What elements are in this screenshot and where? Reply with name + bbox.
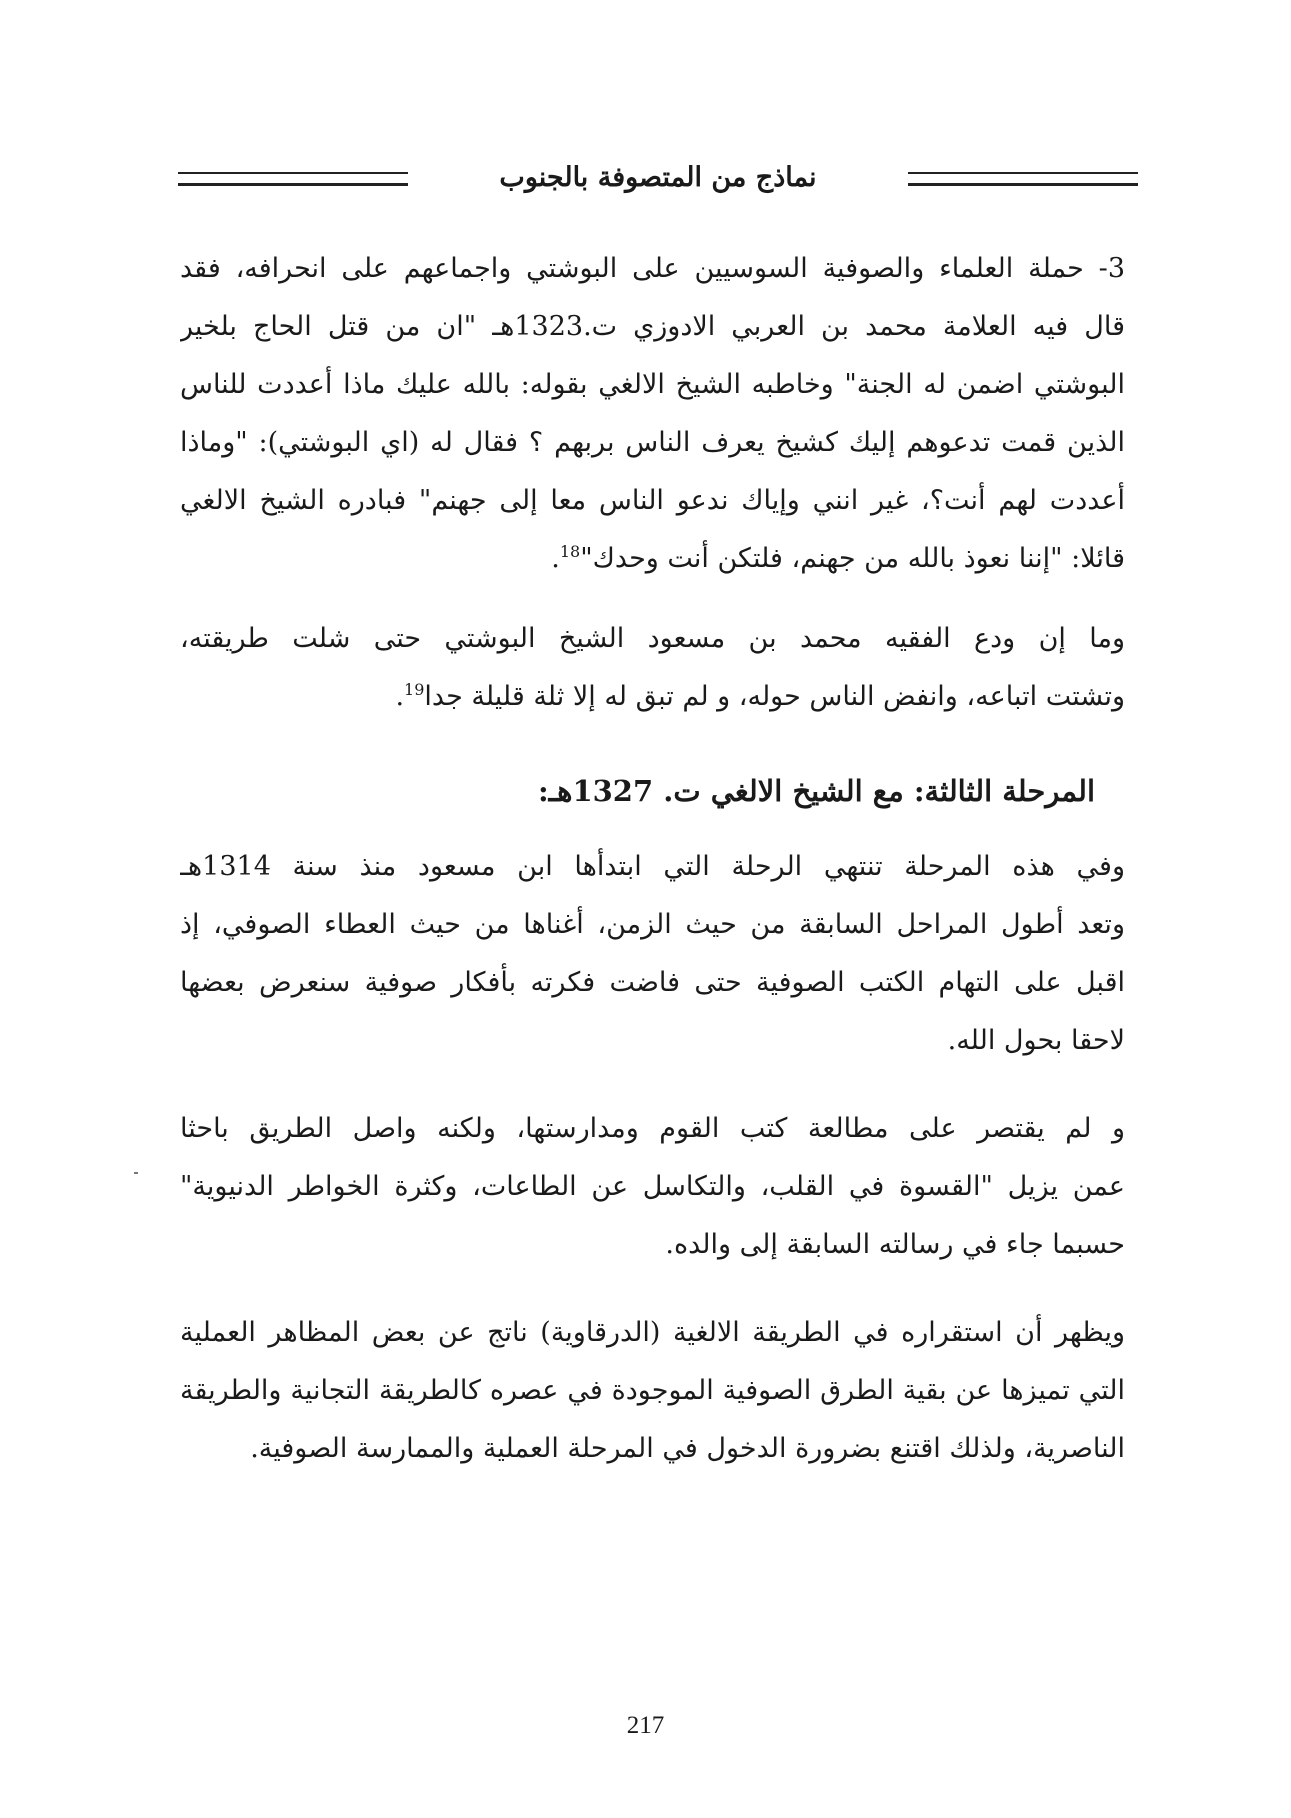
text-span: . [551, 543, 560, 574]
margin-mark [134, 1172, 138, 1174]
text-span: . [395, 681, 405, 712]
header-rule-right [908, 172, 1138, 186]
footnote-ref-18[interactable]: 18 [559, 542, 581, 561]
paragraph-5 [180, 1304, 1125, 1478]
text-line-last: الناصرية، ولذلك اقتنع بضرورة الدخول في المرحلة العملية والممارسة الصوفية. [250, 1433, 1125, 1464]
text-line: أعددت لهم أنت؟، غير انني وإياك ندعو الناس معا إلى جهنم" فبادره الشيخ الالغي [180, 485, 1125, 516]
text-line-last [180, 668, 1125, 726]
text-line: ويظهر أن استقراره في الطريقة الالغية (الدرقاوية) ناتج عن بعض المظاهر العملية [180, 1317, 1125, 1348]
running-header [178, 160, 1138, 200]
text-span: قائلا: "إننا نعوذ بالله من جهنم، فلتكن أنت وحدك" [580, 543, 1125, 574]
text-line: و لم يقتصر على مطالعة كتب القوم ومدارستها، ولكنه واصل الطريق باحثا [180, 1113, 1125, 1144]
text-line-last: لاحقا بحول الله. [947, 1025, 1125, 1056]
text-line: وتعد أطول المراحل السابقة من حيث الزمن، أغناها من حيث العطاء الصوفي، إذ [180, 909, 1125, 940]
text-line: البوشتي اضمن له الجنة" وخاطبه الشيخ الالغي بقوله: بالله عليك ماذا أعددت للناس [180, 369, 1125, 400]
text-line: الذين قمت تدعوهم إليك كشيخ يعرف الناس بربهم ؟ فقال له (اي البوشتي): "وماذا [180, 427, 1125, 458]
header-rule-left [178, 172, 408, 186]
page-body [180, 240, 1125, 1478]
page-number: 217 [626, 1712, 665, 1739]
text-line-last: حسبما جاء في رسالته السابقة إلى والده. [665, 1229, 1125, 1260]
text-span: وتشتت اتباعه، وانفض الناس حوله، و لم تبق له إلا ثلة قليلة جدا [424, 681, 1125, 712]
footnote-ref-19[interactable]: 19 [404, 680, 425, 699]
paragraph-1 [180, 240, 1125, 588]
paragraph-4 [180, 1100, 1125, 1274]
text-line: وما إن ودع الفقيه محمد بن مسعود الشيخ البوشتي حتى شلت طريقته، [180, 623, 1125, 654]
paragraph-3 [180, 838, 1125, 1070]
paragraph-2 [180, 610, 1125, 726]
text-line: عمن يزيل "القسوة في القلب، والتكاسل عن الطاعات، وكثرة الخواطر الدنيوية" [180, 1171, 1125, 1202]
text-line: 3- حملة العلماء والصوفية السوسيين على البوشتي واجماعهم على انحرافه، فقد [180, 253, 1125, 284]
text-line: وفي هذه المرحلة تنتهي الرحلة التي ابتدأها ابن مسعود منذ سنة 1314هـ [180, 851, 1125, 882]
text-line: قال فيه العلامة محمد بن العربي الادوزي ت.1323هـ "ان من قتل الحاج بلخير [180, 311, 1125, 342]
header-title: نماذج من المتصوفة بالجنوب [499, 162, 817, 193]
text-line: اقبل على التهام الكتب الصوفية حتى فاضت فكرته بأفكار صوفية سنعرض بعضها [180, 967, 1125, 998]
section-heading: المرحلة الثالثة: مع الشيخ الالغي ت. 1327هـ: [537, 774, 1095, 808]
text-line-last [180, 530, 1125, 588]
text-line: التي تميزها عن بقية الطرق الصوفية الموجودة في عصره كالطريقة التجانية والطريقة [180, 1375, 1125, 1406]
